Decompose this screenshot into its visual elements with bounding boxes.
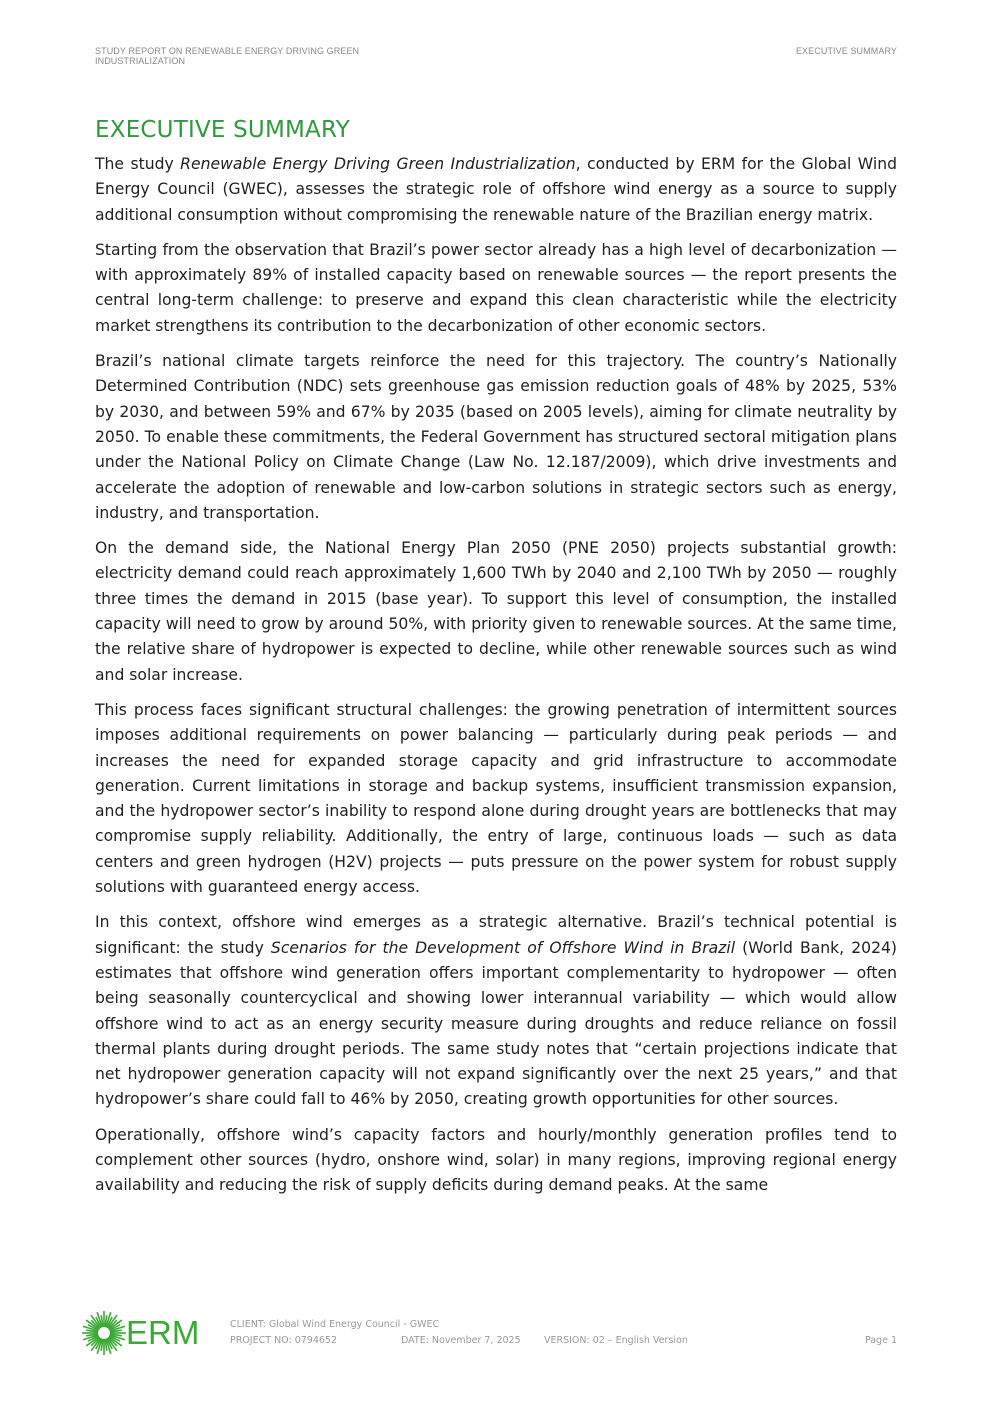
section-title: EXECUTIVE SUMMARY [95,117,350,143]
paragraph-7: Operationally, offshore wind’s capacity factors and hourly/monthly generation profiles tend to complement other sources (hydro, onshore wind, solar) in many regions, improving regional energy availability and reducing the risk of supply deficits during demand peaks. At the same [95,1125,897,1195]
cited-study-title: Scenarios for the Development of Offshore Wind in Brazil [270,938,736,957]
study-title: Renewable Energy Driving Green Industrialization [180,155,576,173]
erm-logo [80,1308,205,1358]
footer-client: CLIENT: Global Wind Energy Council - GWEC [230,1319,440,1330]
paragraph-2: Starting from the observation that Brazil’s power sector already has a high level of decarbonization — with approximately 89% of installed capacity based on renewable sources — the report presents the central long-term challenge: to preserve and expand this clean characteristic while the electricity market strengthens its contribution to the decarbonization of other economic sectors. [95,240,897,335]
page-footer [230,1319,897,1351]
footer-project-number: PROJECT NO: 0794652 [230,1335,338,1346]
page-number: Page 1 [864,1335,897,1346]
paragraph-5: This process faces significant structural challenges: the growing penetration of intermittent sources imposes additional requirements on power balancing — particularly during peak periods — and increases the need for expanded storage capacity and grid infrastructure to accommodate generation. Current limitations in storage and backup systems, insufficient transmission expansion, and the hydropower sector’s inability to respond alone during drought years are bottlenecks that may compromise supply reliability. Additionally, the entry of large, continuous loads — such as data centers and green hydrogen (H2V) projects — puts pressure on the power system for robust supply solutions with guaranteed energy access. [95,700,897,897]
paragraph-4: On the demand side, the National Energy Plan 2050 (PNE 2050) projects substantial growth: electricity demand could reach approximately 1,600 TWh by 2040 and 2,100 TWh by 2050 — roughly three times the demand in 2015 (base year). To support this level of consumption, the installed capacity will need to grow by around 50%, with priority given to renewable sources. At the same time, the relative share of hydropower is expected to decline, while other renewable sources such as wind and solar increase. [95,539,897,684]
document-body [95,152,897,1209]
running-header [95,46,897,66]
footer-version: VERSION: 02 – English Version [544,1335,688,1346]
svg-text:ERM: ERM [126,1314,200,1351]
erm-sunburst-icon [80,1308,205,1358]
header-section-title: EXECUTIVE SUMMARY [795,46,897,56]
paragraph-1: The study Renewable Energy Driving Green Industrialization, conducted by ERM for the Global Wind Energy Council (GWEC), assesses the strategic role of offshore wind energy as a source to supply additional consumption without compromising the renewable nature of the Brazilian energy matrix. [95,155,897,224]
footer-date: DATE: November 7, 2025 [401,1335,521,1346]
paragraph-3: Brazil’s national climate targets reinforce the need for this trajectory. The country’s Nationally Determined Contribution (NDC) sets greenhouse gas emission reduction goals of 48% by 2025, 53% by 2030, and between 59% and 67% by 2035 (based on 2005 levels), aiming for climate neutrality by 2050. To enable these commitments, the Federal Government has structured sectoral mitigation plans under the National Policy on Climate Change (Law No. 12.187/2009), which drive investments and accelerate the adoption of renewable and low-carbon solutions in strategic sectors such as energy, industry, and transportation. [95,352,897,522]
paragraph-6: In this context, offshore wind emerges as a strategic alternative. Brazil’s technical potential is significant: the study Scenarios for the Development of Offshore Wind in Brazil (World Bank, 2024) estimates that offshore wind generation offers important complementarity to hydropower — often being seasonally countercyclical and showing lower interannual variability — which would allow offshore wind to act as an energy security measure during droughts and reduce reliance on fossil thermal plants during drought periods. The same study notes that “certain projections indicate that net hydropower generation capacity will not expand significantly over the next 25 years,” and that hydropower’s share could fall to 46% by 2050, creating growth opportunities for other sources. [95,913,897,1109]
header-report-title: STUDY REPORT ON RENEWABLE ENERGY DRIVING GREEN INDUSTRIALIZATION [95,46,360,66]
